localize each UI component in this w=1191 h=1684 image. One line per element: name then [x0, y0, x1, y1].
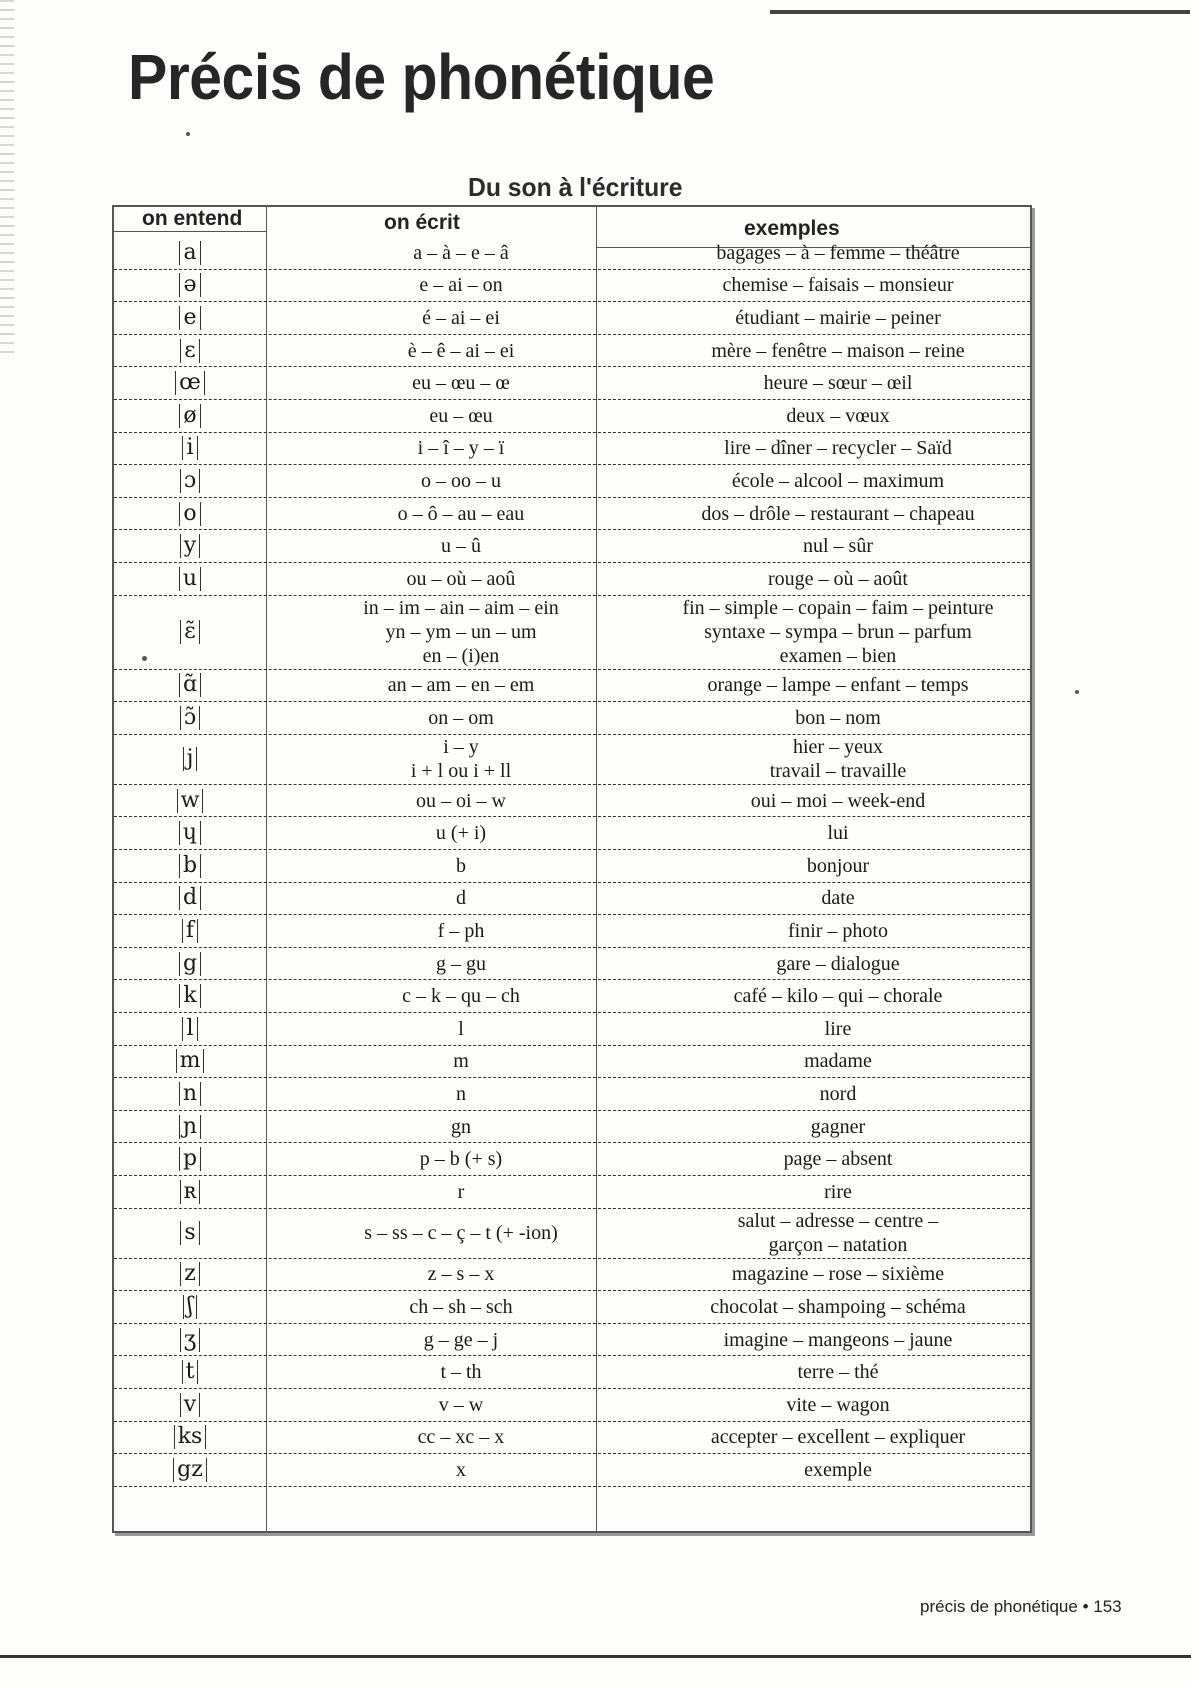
- spelling-cell: s – ss – c – ç – t (+ -ion): [364, 1222, 558, 1245]
- examples-cell: magazine – rose – sixième: [731, 1263, 945, 1286]
- table-row: [114, 530, 1030, 563]
- sound-cell: [114, 302, 266, 334]
- sound-cell: [114, 1143, 266, 1175]
- spelling-cell: in – im – ain – aim – ein yn – ym – un – um en – (i)en: [363, 597, 559, 668]
- spelling-cell: n: [456, 1082, 466, 1105]
- examples-cell: lui: [827, 822, 849, 845]
- table-row: [114, 1259, 1030, 1292]
- table-row: [114, 400, 1030, 433]
- examples-cell: gagner: [810, 1115, 866, 1138]
- sound-cell: [114, 367, 266, 399]
- sound-cell: [114, 1422, 266, 1454]
- spelling-cell: c – k – qu – ch: [402, 985, 520, 1008]
- sound-cell: [114, 433, 266, 465]
- spelling-cell: z – s – x: [427, 1263, 495, 1286]
- table-row: [114, 980, 1030, 1013]
- spelling-cell: cc – xc – x: [417, 1426, 505, 1449]
- spelling-cell: x: [456, 1458, 466, 1481]
- header-rule: [114, 231, 266, 232]
- spelling-cell: i – y i + l ou i + ll: [410, 736, 512, 783]
- table-row: [114, 1324, 1030, 1357]
- table-row: [114, 1013, 1030, 1046]
- examples-cell: imagine – mangeons – jaune: [723, 1328, 953, 1351]
- phonetic-symbol: s: [180, 1221, 199, 1245]
- table-row: [114, 1209, 1030, 1259]
- sound-cell: [114, 1209, 266, 1258]
- table-row: [114, 1143, 1030, 1176]
- spelling-cell: eu – œu: [429, 404, 493, 427]
- sound-cell: [114, 817, 266, 849]
- phonetic-symbol: ɔ̃: [180, 706, 200, 730]
- examples-cell: lire: [824, 1017, 852, 1040]
- section-subtitle: Du son à l'écriture: [468, 172, 683, 202]
- table-row: [114, 670, 1030, 703]
- table-row: [114, 702, 1030, 735]
- table-row: [114, 498, 1030, 531]
- spelling-cell: m: [453, 1050, 469, 1073]
- spelling-cell: ou – où – aoû: [406, 567, 516, 590]
- sound-cell: [114, 1324, 266, 1356]
- phonetic-symbol: e: [179, 306, 200, 330]
- table-row: [114, 335, 1030, 368]
- sound-cell: [114, 915, 266, 947]
- spelling-cell: g – ge – j: [423, 1328, 499, 1351]
- examples-cell: dos – drôle – restaurant – chapeau: [701, 502, 975, 525]
- sound-cell: [114, 270, 266, 302]
- sound-cell: [114, 1111, 266, 1143]
- phonetic-symbol: k: [179, 984, 200, 1008]
- table-row: [114, 850, 1030, 883]
- table-row: [114, 1176, 1030, 1209]
- table-row: [114, 465, 1030, 498]
- phonetic-symbol: f: [182, 919, 198, 943]
- examples-cell: mère – fenêtre – maison – reine: [711, 339, 965, 362]
- sound-cell: [114, 596, 266, 669]
- examples-cell: date: [821, 887, 855, 910]
- sound-cell: [114, 1389, 266, 1421]
- examples-cell: étudiant – mairie – peiner: [735, 306, 941, 329]
- table-row: [114, 367, 1030, 400]
- phonetic-symbol: ɔ: [180, 469, 200, 493]
- page-title: Précis de phonétique: [128, 41, 715, 113]
- scan-margin-noise: [0, 0, 14, 360]
- phonetic-symbol: t: [182, 1360, 199, 1384]
- examples-cell: madame: [804, 1050, 872, 1073]
- spelling-cell: on – om: [428, 706, 494, 729]
- table-row: [114, 433, 1030, 466]
- table-row: [114, 270, 1030, 303]
- examples-cell: oui – moi – week-end: [750, 789, 926, 812]
- phonetic-symbol: u: [179, 567, 201, 591]
- phonetics-table: [112, 205, 1032, 1533]
- table-row: [114, 1389, 1030, 1422]
- table-row: [114, 1111, 1030, 1144]
- spelling-cell: r: [457, 1180, 465, 1203]
- sound-cell: [114, 980, 266, 1012]
- sound-cell: [114, 785, 266, 817]
- phonetic-symbol: w: [177, 789, 204, 813]
- table-row: [114, 237, 1030, 270]
- table-row: [114, 735, 1030, 785]
- examples-cell: vite – wagon: [786, 1393, 890, 1416]
- examples-cell: chemise – faisais – monsieur: [722, 274, 954, 297]
- table-row: [114, 817, 1030, 850]
- sound-cell: [114, 1356, 266, 1388]
- spelling-cell: e – ai – on: [419, 274, 503, 297]
- table-row: [114, 596, 1030, 670]
- examples-cell: gare – dialogue: [776, 952, 900, 975]
- sound-cell: [114, 237, 266, 269]
- spelling-cell: o – oo – u: [421, 469, 501, 492]
- examples-cell: finir – photo: [788, 919, 888, 942]
- phonetic-symbol: ɛ: [180, 339, 199, 363]
- examples-cell: nul – sûr: [803, 535, 873, 558]
- examples-cell: exemple: [804, 1458, 872, 1481]
- table-row: [114, 948, 1030, 981]
- sound-cell: [114, 335, 266, 367]
- spelling-cell: eu – œu – œ: [412, 372, 510, 395]
- spelling-cell: t – th: [440, 1361, 482, 1384]
- spelling-cell: è – ê – ai – ei: [407, 339, 515, 362]
- table-row: [114, 915, 1030, 948]
- phonetic-symbol: ø: [179, 404, 200, 428]
- examples-cell: accepter – excellent – expliquer: [710, 1426, 966, 1449]
- phonetic-symbol: y: [180, 534, 200, 558]
- spelling-cell: u (+ i): [435, 822, 487, 845]
- scan-speck: [142, 656, 147, 661]
- sound-cell: [114, 1013, 266, 1045]
- phonetic-symbol: ʃ: [183, 1295, 197, 1319]
- phonetic-symbol: ks: [174, 1425, 207, 1449]
- sound-cell: [114, 530, 266, 562]
- table-row: [114, 1454, 1030, 1487]
- phonetic-symbol: o: [179, 502, 200, 526]
- spelling-cell: v – w: [438, 1393, 484, 1416]
- phonetic-symbol: ə: [179, 273, 200, 297]
- phonetic-symbol: a: [179, 241, 200, 265]
- phonetic-symbol: ʒ: [180, 1328, 200, 1352]
- header-on-ecrit: on écrit: [384, 211, 460, 234]
- examples-cell: heure – sœur – œil: [763, 372, 913, 395]
- examples-cell: deux – vœux: [786, 404, 890, 427]
- sound-cell: [114, 1176, 266, 1208]
- examples-cell: hier – yeux travail – travaille: [769, 736, 907, 783]
- phonetic-symbol: m: [176, 1049, 205, 1073]
- sound-cell: [114, 883, 266, 915]
- header-exemples: exemples: [744, 217, 840, 240]
- phonetic-symbol: j: [183, 747, 198, 771]
- table-row: [114, 302, 1030, 335]
- examples-cell: rouge – où – août: [768, 567, 908, 590]
- examples-cell: bonjour: [806, 854, 870, 877]
- phonetic-symbol: l: [182, 1017, 197, 1041]
- spelling-cell: ch – sh – sch: [409, 1295, 513, 1318]
- examples-cell: bagages – à – femme – théâtre: [716, 241, 960, 264]
- examples-cell: rire: [824, 1180, 852, 1203]
- phonetic-symbol: d: [179, 886, 201, 910]
- spelling-cell: f – ph: [437, 919, 485, 942]
- sound-cell: [114, 400, 266, 432]
- sound-cell: [114, 1046, 266, 1078]
- phonetic-symbol: ɲ: [179, 1115, 201, 1139]
- spelling-cell: é – ai – ei: [422, 306, 500, 329]
- examples-cell: café – kilo – qui – chorale: [733, 985, 943, 1008]
- sound-cell: [114, 1291, 266, 1323]
- sound-cell: [114, 1078, 266, 1110]
- table-row: [114, 563, 1030, 596]
- examples-cell: salut – adresse – centre – garçon – natation: [737, 1210, 939, 1257]
- spelling-cell: gn: [451, 1115, 471, 1138]
- page-footer: précis de phonétique • 153: [920, 1597, 1122, 1616]
- sound-cell: [114, 1454, 266, 1486]
- phonetic-symbol: gz: [173, 1458, 207, 1482]
- phonetic-symbol: n: [179, 1082, 201, 1106]
- examples-cell: nord: [819, 1082, 857, 1105]
- top-rule: [770, 10, 1190, 14]
- phonetic-symbol: ɥ: [179, 821, 201, 845]
- spelling-cell: ou – oi – w: [416, 789, 506, 812]
- spelling-cell: a – à – e – â: [413, 241, 509, 264]
- spelling-cell: i – î – y – ï: [417, 437, 505, 460]
- table-row: [114, 1046, 1030, 1079]
- examples-cell: bon – nom: [795, 706, 881, 729]
- phonetic-symbol: b: [179, 854, 201, 878]
- sound-cell: [114, 702, 266, 734]
- scan-speck: [186, 132, 190, 136]
- table-row: [114, 1291, 1030, 1324]
- spelling-cell: b: [456, 854, 466, 877]
- header-on-entend: on entend: [142, 207, 243, 230]
- phonetic-symbol: p: [179, 1147, 201, 1171]
- sound-cell: [114, 670, 266, 702]
- sound-cell: [114, 1259, 266, 1291]
- spelling-cell: o – ô – au – eau: [397, 502, 525, 525]
- examples-cell: école – alcool – maximum: [731, 469, 945, 492]
- sound-cell: [114, 948, 266, 980]
- table-row: [114, 1078, 1030, 1111]
- table-row: [114, 883, 1030, 916]
- sound-cell: [114, 465, 266, 497]
- spelling-cell: l: [458, 1017, 464, 1040]
- sound-cell: [114, 735, 266, 784]
- bottom-rule: [0, 1655, 1191, 1658]
- phonetic-symbol: z: [180, 1262, 200, 1286]
- spelling-cell: d: [456, 887, 466, 910]
- spelling-cell: p – b (+ s): [419, 1148, 503, 1171]
- spelling-cell: an – am – en – em: [387, 674, 535, 697]
- spelling-cell: u – û: [441, 535, 481, 558]
- table-row: [114, 785, 1030, 818]
- examples-cell: lire – dîner – recycler – Saïd: [724, 437, 952, 460]
- phonetic-symbol: ʀ: [180, 1180, 201, 1204]
- examples-cell: page – absent: [783, 1148, 893, 1171]
- phonetic-symbol: ɑ̃: [179, 673, 201, 697]
- phonetic-symbol: g: [179, 952, 201, 976]
- phonetic-symbol: œ: [175, 371, 205, 395]
- examples-cell: fin – simple – copain – faim – peinture syntaxe – sympa – brun – parfum examen – bien: [682, 597, 994, 668]
- sound-cell: [114, 850, 266, 882]
- sound-cell: [114, 498, 266, 530]
- sound-cell: [114, 563, 266, 595]
- phonetic-symbol: v: [180, 1393, 200, 1417]
- table-row: [114, 1422, 1030, 1455]
- phonetic-symbol: ɛ̃: [180, 620, 199, 644]
- examples-cell: orange – lampe – enfant – temps: [707, 674, 969, 697]
- phonetic-symbol: i: [182, 436, 197, 460]
- table-row: [114, 1356, 1030, 1389]
- examples-cell: chocolat – shampoing – schéma: [710, 1295, 966, 1318]
- spelling-cell: g – gu: [436, 952, 486, 975]
- scan-speck: [1075, 690, 1079, 694]
- examples-cell: terre – thé: [797, 1361, 879, 1384]
